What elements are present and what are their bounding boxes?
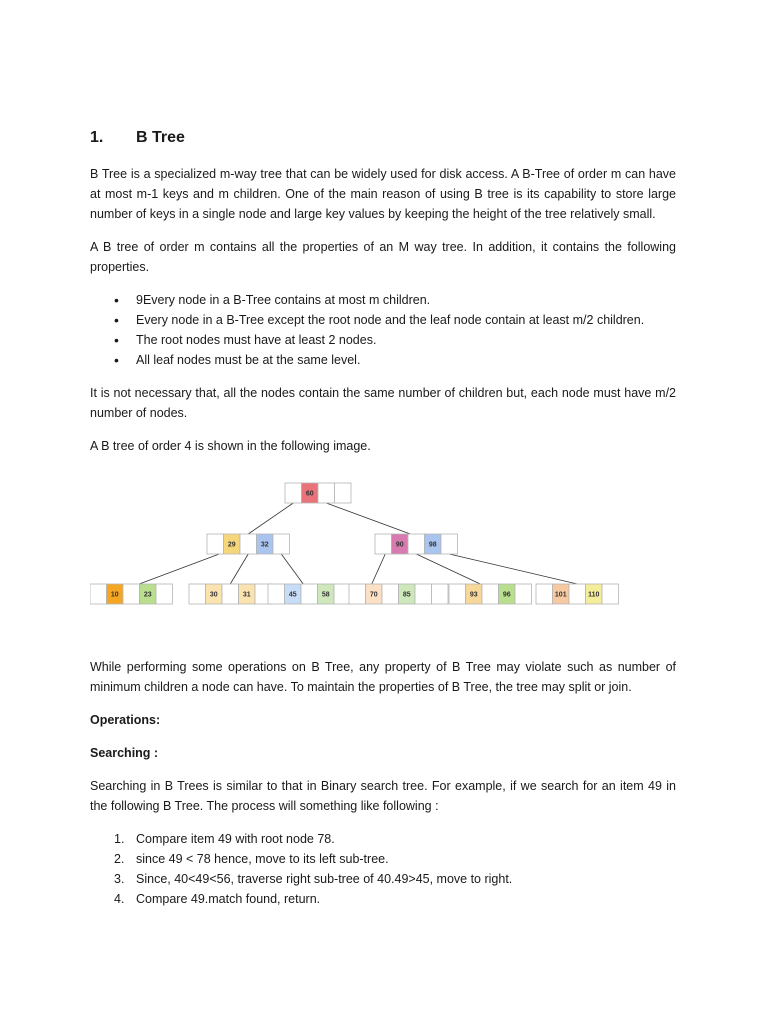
tree-node bbox=[90, 584, 173, 604]
list-item: • All leaf nodes must be at the same level. bbox=[136, 350, 676, 370]
figure-caption-paragraph: A B tree of order 4 is shown in the following image. bbox=[90, 439, 371, 453]
pointer-cell bbox=[189, 584, 206, 604]
key-label: 29 bbox=[227, 541, 236, 549]
pointer-cell bbox=[301, 584, 318, 604]
list-marker: 3. bbox=[114, 872, 125, 886]
key-label: 96 bbox=[502, 591, 511, 599]
list-item bbox=[114, 829, 676, 849]
key-label: 60 bbox=[305, 490, 314, 498]
tree-edge bbox=[416, 554, 480, 584]
pointer-cell bbox=[515, 584, 532, 604]
pointer-cell bbox=[222, 584, 239, 604]
key-label: 23 bbox=[143, 591, 152, 599]
key-label: 110 bbox=[588, 591, 600, 599]
list-item bbox=[114, 869, 676, 889]
searching-paragraph: Searching in B Trees is similar to that in Binary search tree. For example, if we search for an item 49 in the following B Tree. The process will something like following : bbox=[90, 779, 676, 813]
key-label: 85 bbox=[402, 591, 411, 599]
key-label: 32 bbox=[260, 541, 269, 549]
properties-intro-paragraph: A B tree of order m contains all the properties of an M way tree. In addition, it contains the following properties. bbox=[90, 240, 676, 274]
pointer-cell bbox=[335, 483, 352, 503]
key-label: 90 bbox=[395, 541, 404, 549]
key-label: 31 bbox=[242, 591, 251, 599]
pointer-cell bbox=[156, 584, 173, 604]
pointer-cell bbox=[482, 584, 499, 604]
pointer-cell bbox=[268, 584, 285, 604]
key-label: 30 bbox=[209, 591, 218, 599]
list-marker: 2. bbox=[114, 852, 125, 866]
tree-node bbox=[349, 584, 448, 604]
heading-number: 1. bbox=[90, 129, 104, 146]
pointer-cell bbox=[441, 534, 458, 554]
list-item: • 9Every node in a B-Tree contains at most m children. bbox=[136, 290, 676, 310]
pointer-cell bbox=[415, 584, 432, 604]
list-marker: 1. bbox=[114, 832, 125, 846]
tree-node bbox=[207, 534, 290, 554]
pointer-cell bbox=[334, 584, 351, 604]
pointer-cell bbox=[240, 534, 257, 554]
list-item-text: Since, 40<49<56, traverse right sub-tree of 40.49>45, move to right. bbox=[136, 872, 513, 886]
pointer-cell bbox=[536, 584, 553, 604]
operations-intro-paragraph: While performing some operations on B Tree, any property of B Tree may violate such as number of minimum children a node can have. To maintain the properties of B Tree, the tree may split or join. bbox=[90, 660, 676, 694]
children-note-paragraph: It is not necessary that, all the nodes contain the same number of children but, each node must have m/2 number of nodes. bbox=[90, 386, 676, 420]
key-label: 93 bbox=[469, 591, 478, 599]
pointer-cell bbox=[382, 584, 399, 604]
pointer-cell bbox=[90, 584, 107, 604]
tree-node bbox=[375, 534, 458, 554]
pointer-cell bbox=[123, 584, 140, 604]
tree-node bbox=[189, 584, 272, 604]
intro-paragraph: B Tree is a specialized m-way tree that can be widely used for disk access. A B-Tree of order m can have at most m-1 keys and m children. One of the main reason of using B tree is its capability to store large number of keys in a single node and large key values by keeping the height of the tree relatively small. bbox=[90, 167, 676, 221]
key-label: 58 bbox=[321, 591, 330, 599]
pointer-cell bbox=[318, 483, 335, 503]
section-heading bbox=[90, 126, 676, 150]
list-item-text: Compare 49.match found, return. bbox=[136, 892, 321, 906]
tree-edge bbox=[281, 554, 303, 584]
tree-node bbox=[268, 584, 351, 604]
pointer-cell bbox=[349, 584, 366, 604]
list-item: • The root nodes must have at least 2 nodes. bbox=[136, 330, 676, 350]
list-item bbox=[114, 849, 676, 869]
tree-edge bbox=[139, 554, 219, 584]
tree-node bbox=[285, 483, 351, 503]
operations-heading: Operations: bbox=[90, 713, 161, 727]
tree-edge bbox=[372, 554, 386, 584]
tree-edge bbox=[326, 503, 410, 534]
list-marker: 4. bbox=[114, 892, 125, 906]
searching-heading: Searching : bbox=[90, 746, 159, 760]
pointer-cell bbox=[432, 584, 449, 604]
list-item-text: Compare item 49 with root node 78. bbox=[136, 832, 335, 846]
pointer-cell bbox=[375, 534, 392, 554]
key-label: 101 bbox=[554, 591, 567, 599]
pointer-cell bbox=[273, 534, 290, 554]
key-label: 98 bbox=[428, 541, 437, 549]
pointer-cell bbox=[285, 483, 302, 503]
heading-title: B Tree bbox=[136, 129, 185, 146]
pointer-cell bbox=[569, 584, 586, 604]
pointer-cell bbox=[207, 534, 224, 554]
tree-edge bbox=[449, 554, 577, 584]
tree-node bbox=[536, 584, 619, 604]
list-item-text: since 49 < 78 hence, move to its left sub-tree. bbox=[136, 852, 389, 866]
document-content bbox=[90, 126, 676, 922]
btree-figure bbox=[90, 469, 676, 639]
btree-diagram bbox=[90, 469, 676, 639]
properties-list bbox=[90, 290, 676, 370]
pointer-cell bbox=[449, 584, 466, 604]
pointer-cell bbox=[602, 584, 619, 604]
tree-node bbox=[449, 584, 532, 604]
key-label: 70 bbox=[369, 591, 378, 599]
key-label: 45 bbox=[288, 591, 297, 599]
list-item bbox=[114, 889, 676, 909]
search-steps-list bbox=[90, 829, 676, 909]
tree-edge bbox=[248, 503, 293, 534]
key-label: 10 bbox=[110, 591, 119, 599]
tree-edge bbox=[230, 554, 248, 584]
list-item: • Every node in a B-Tree except the root node and the leaf node contain at least m/2 children. bbox=[136, 310, 676, 330]
pointer-cell bbox=[408, 534, 425, 554]
